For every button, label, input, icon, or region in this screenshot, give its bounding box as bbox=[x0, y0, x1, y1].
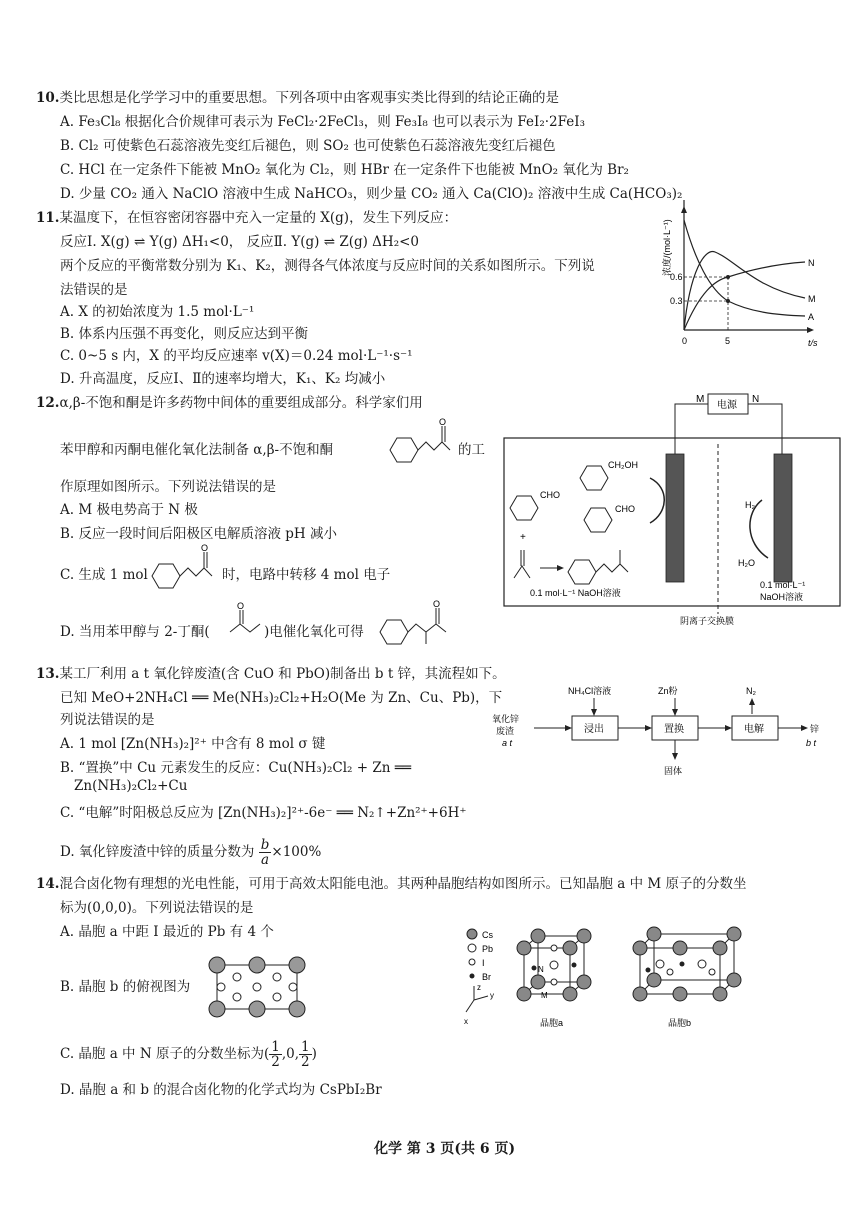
axis-z: z bbox=[477, 983, 481, 992]
q14-option-c bbox=[60, 1040, 317, 1069]
q11-line3: 两个反应的平衡常数分别为 K₁、K₂，测得各气体浓度与反应时间的关系如图所示。下列说 bbox=[60, 258, 595, 274]
q14-line1: 混合卤化物有理想的光电性能，可用于高效太阳能电池。其两种晶胞结构如图所示。已知晶胞 a 中 M 原子的分数坐 bbox=[59, 876, 747, 892]
q13-option-d bbox=[60, 838, 321, 867]
h2o-label: H₂O bbox=[738, 558, 755, 568]
flow-feed-3: a t bbox=[502, 738, 513, 748]
cathode-solution-label-1: 0.1 mol·L⁻¹ bbox=[760, 580, 806, 590]
atom-m-label: M bbox=[541, 991, 548, 1000]
flow-out-1: 锌 bbox=[810, 724, 820, 734]
q13-option-b2: Zn(NH₃)₂Cl₂+Cu bbox=[74, 778, 188, 794]
flow-zn: Zn粉 bbox=[658, 686, 678, 696]
q12-line3: 作原理如图所示。下列说法错误的是 bbox=[60, 479, 276, 495]
flow-electrolysis: 电解 bbox=[744, 724, 764, 735]
graph-ylabel: 浓度/(mol·L⁻¹) bbox=[662, 219, 672, 276]
graph-tick-5: 5 bbox=[725, 336, 731, 346]
legend-cs: Cs bbox=[482, 930, 493, 940]
graph-xlabel: t/s bbox=[808, 338, 818, 348]
electrode-m-label: M bbox=[696, 394, 705, 405]
cho-label-1: CHO bbox=[540, 490, 560, 500]
graph-label-m: M bbox=[808, 294, 816, 304]
enone-structure bbox=[382, 418, 460, 468]
fraction-denominator: a bbox=[261, 852, 270, 868]
legend-pb: Pb bbox=[482, 944, 494, 954]
q12-option-c2: 时，电路中转移 4 mol 电子 bbox=[222, 567, 391, 583]
q10-option-d: D. 少量 CO₂ 通入 NaClO 溶液中生成 NaHCO₃，则少量 CO₂ 通入 Ca(ClO)₂ 溶液中生成 Ca(HCO₃)₂ bbox=[60, 186, 683, 202]
q11-option-a: A. X 的初始浓度为 1.5 mol·L⁻¹ bbox=[60, 304, 255, 320]
curve-a bbox=[684, 220, 805, 316]
plus-sign: + bbox=[520, 532, 526, 543]
process-flowchart bbox=[482, 680, 827, 780]
legend-br: Br bbox=[482, 972, 491, 982]
flow-replace: 置换 bbox=[664, 724, 684, 735]
q13-line3: 列说法错误的是 bbox=[60, 712, 155, 728]
fraction-num-2: 1 bbox=[301, 1039, 310, 1055]
methyl-enone-structure bbox=[374, 598, 464, 650]
q11-stem-text: 某温度下，在恒容密闭容器中充入一定量的 X(g)，发生下列反应： bbox=[59, 210, 458, 226]
h2-label: H₂ bbox=[745, 500, 755, 510]
page-footer: 化学 第 3 页(共 6 页) bbox=[374, 1141, 516, 1157]
axis-x: x bbox=[464, 1017, 468, 1026]
flow-solid: 固体 bbox=[664, 766, 683, 776]
q13-option-d-text: D. 氧化锌废渣中锌的质量分数为 bbox=[60, 844, 255, 860]
svg-text:O: O bbox=[201, 543, 209, 553]
q12-option-a: A. M 极电势高于 N 极 bbox=[60, 502, 198, 518]
power-supply-label: 电源 bbox=[717, 400, 737, 411]
q14-line2: 标为(0,0,0)。下列说法错误的是 bbox=[60, 900, 254, 916]
ch2oh-label: CH₂OH bbox=[608, 460, 638, 470]
q14-option-b: B. 晶胞 b 的俯视图为 bbox=[60, 979, 191, 995]
q12-option-d1: D. 当用苯甲醇与 2-丁酮( bbox=[60, 624, 210, 640]
atom-n-label: N bbox=[538, 965, 544, 974]
electrolysis-cell-diagram bbox=[500, 388, 845, 628]
cell-b-drawing bbox=[633, 927, 741, 1001]
fraction-numerator: b bbox=[260, 837, 270, 853]
q11-reactions: 反应Ⅰ. X(g) ⇌ Y(g) ΔH₁<0， 反应Ⅱ. Y(g) ⇌ Z(g) ΔH₂<0 bbox=[60, 234, 420, 250]
q12-line2a: 苯甲醇和丙酮电催化氧化法制备 α,β-不饱和酮 bbox=[60, 442, 334, 458]
q13-option-a: A. 1 mol [Zn(NH₃)₂]²⁺ 中含有 8 mol σ 键 bbox=[60, 736, 326, 752]
legend-i: I bbox=[482, 958, 485, 968]
curve-n bbox=[684, 262, 805, 330]
flow-nh4cl: NH₄Cl溶液 bbox=[568, 686, 612, 696]
q10-stem bbox=[36, 86, 559, 106]
cell-a-label: 晶胞a bbox=[540, 1018, 564, 1028]
enone-structure-c bbox=[146, 542, 224, 592]
q11-option-c: C. 0~5 s 内，X 的平均反应速率 v(X)＝0.24 mol·L⁻¹·s⁻¹ bbox=[60, 348, 413, 364]
fraction-den-1: 2 bbox=[271, 1054, 280, 1070]
q14-option-d: D. 晶胞 a 和 b 的混合卤化物的化学式均为 CsPbI₂Br bbox=[60, 1082, 382, 1098]
top-view-diagram bbox=[205, 955, 310, 1020]
q14-option-c-end: ) bbox=[311, 1046, 317, 1062]
q14-option-c-mid: ,0, bbox=[281, 1046, 299, 1062]
q12-option-c1: C. 生成 1 mol bbox=[60, 567, 148, 583]
graph-label-a: A bbox=[808, 312, 815, 322]
q13-option-d-suffix: ×100% bbox=[271, 844, 322, 860]
crystal-cell-diagrams bbox=[462, 920, 752, 1032]
q14-stem bbox=[36, 872, 747, 892]
q14-number: 14. bbox=[36, 876, 60, 892]
q14-option-c-text: C. 晶胞 a 中 N 原子的分数坐标为( bbox=[60, 1046, 270, 1062]
q10-option-a: A. Fe₃Cl₈ 根据化合价规律可表示为 FeCl₂·2FeCl₃，则 Fe₃I₈ 也可以表示为 FeI₂·2FeI₃ bbox=[60, 114, 585, 130]
q11-number: 11. bbox=[36, 210, 60, 226]
q11-option-b: B. 体系内压强不再变化，则反应达到平衡 bbox=[60, 326, 309, 342]
fraction-half-1 bbox=[269, 1040, 282, 1069]
q13-stem-text: 某工厂利用 a t 氧化锌废渣(含 CuO 和 PbO)制备出 b t 锌，其流程如下。 bbox=[59, 666, 506, 682]
fraction-half-2 bbox=[299, 1040, 312, 1069]
flow-out-2: b t bbox=[806, 738, 817, 748]
svg-text:O: O bbox=[237, 601, 245, 611]
flow-n2: N₂ bbox=[746, 686, 756, 696]
membrane-label: 阴离子交换膜 bbox=[680, 616, 735, 626]
q13-option-c: C. “电解”时阳极总反应为 [Zn(NH₃)₂]²⁺-6e⁻ ══ N₂↑+Zn²⁺+6H⁺ bbox=[60, 805, 467, 821]
q10-stem-text: 类比思想是化学学习中的重要思想。下列各项中由客观事实类比得到的结论正确的是 bbox=[59, 90, 559, 106]
q13-option-b1: B. “置换”中 Cu 元素发生的反应：Cu(NH₃)₂Cl₂ + Zn ══ bbox=[60, 760, 411, 776]
graph-label-n: N bbox=[808, 258, 815, 268]
axis-y: y bbox=[490, 991, 494, 1000]
graph-tick-0: 0 bbox=[682, 336, 688, 346]
fraction-den-2: 2 bbox=[301, 1054, 310, 1070]
graph-tick-0.3: 0.3 bbox=[670, 296, 683, 306]
q12-line2b: 的工 bbox=[458, 442, 485, 458]
svg-text:O: O bbox=[433, 599, 441, 609]
q14-option-a: A. 晶胞 a 中距 I 最近的 Pb 有 4 个 bbox=[60, 924, 274, 940]
flow-feed-2: 废渣 bbox=[496, 726, 515, 736]
fraction-b-over-a bbox=[259, 838, 272, 867]
q11-option-d: D. 升高温度，反应Ⅰ、Ⅱ的速率均增大，K₁、K₂ 均减小 bbox=[60, 371, 386, 387]
q12-line1: α,β-不饱和酮是许多药物中间体的重要组成部分。科学家们用 bbox=[59, 395, 423, 411]
q10-number: 10. bbox=[36, 90, 60, 106]
q12-option-b: B. 反应一段时间后阳极区电解质溶液 pH 减小 bbox=[60, 526, 337, 542]
electrode-n-label: N bbox=[752, 394, 760, 405]
cell-a-drawing bbox=[517, 929, 591, 1001]
anode-solution-label: 0.1 mol·L⁻¹ NaOH溶液 bbox=[530, 588, 621, 598]
graph-tick-0.6: 0.6 bbox=[670, 272, 683, 282]
flow-feed-1: 氧化锌 bbox=[492, 714, 520, 724]
q10-option-b: B. Cl₂ 可使紫色石蕊溶液先变红后褪色，则 SO₂ 也可使紫色石蕊溶液先变红后褪色 bbox=[60, 138, 556, 154]
q12-number: 12. bbox=[36, 395, 60, 411]
q13-stem bbox=[36, 662, 506, 682]
cell-b-label: 晶胞b bbox=[668, 1018, 692, 1028]
svg-text:O: O bbox=[439, 418, 447, 427]
q10-option-c: C. HCl 在一定条件下能被 MnO₂ 氧化为 Cl₂，则 HBr 在一定条件下也能被 MnO₂ 氧化为 Br₂ bbox=[60, 162, 629, 178]
q11-concentration-graph bbox=[660, 200, 830, 355]
flow-leach: 浸出 bbox=[584, 724, 604, 735]
q11-stem bbox=[36, 206, 457, 226]
q12-stem bbox=[36, 391, 423, 411]
q11-line4: 法错误的是 bbox=[60, 282, 128, 298]
fraction-num-1: 1 bbox=[271, 1039, 280, 1055]
q13-line2: 已知 MeO+2NH₄Cl ══ Me(NH₃)₂Cl₂+H₂O(Me 为 Zn、Cu、Pb)，下 bbox=[60, 690, 503, 706]
cho-label-2: CHO bbox=[615, 504, 635, 514]
q13-number: 13. bbox=[36, 666, 60, 682]
cathode-solution-label-2: NaOH溶液 bbox=[760, 592, 804, 602]
q12-option-d2: )电催化氧化可得 bbox=[264, 624, 364, 640]
